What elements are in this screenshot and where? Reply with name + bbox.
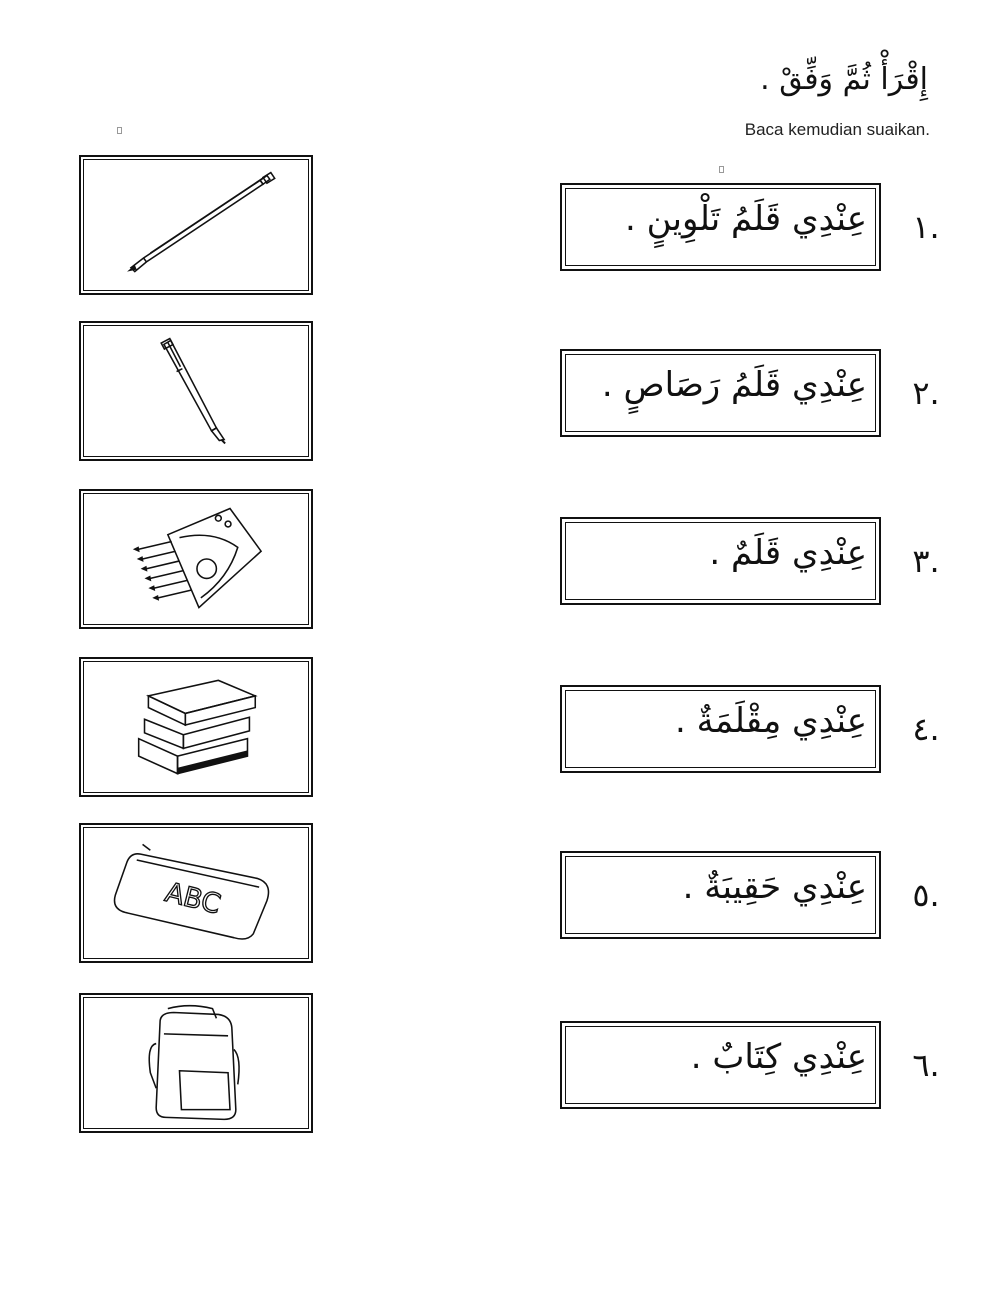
pen-icon <box>81 323 311 459</box>
backpack-icon <box>81 995 311 1131</box>
sentence-text-5: عِنْدِي حَقِيبَةٌ . <box>682 867 867 907</box>
sentence-text-6: عِنْدِي كِتَابٌ . <box>690 1037 867 1077</box>
sentence-box-5[interactable] <box>560 851 881 939</box>
sentence-text-4: عِنْدِي مِقْلَمَةٌ . <box>675 701 867 741</box>
item-number-4: .٤ <box>912 710 940 748</box>
item-number-1: .١ <box>912 208 940 246</box>
picture-box-1[interactable] <box>79 155 313 295</box>
pencil-case-icon <box>81 825 311 961</box>
picture-box-3[interactable] <box>79 489 313 629</box>
item-number-6: .٦ <box>912 1046 940 1084</box>
item-number-3: .٣ <box>912 542 940 580</box>
sentence-box-3[interactable] <box>560 517 881 605</box>
picture-box-5[interactable] <box>79 823 313 963</box>
sentence-box-1[interactable] <box>560 183 881 271</box>
instruction-arabic: إِقْرَأْ ثُمَّ وَفِّقْ . <box>760 62 928 97</box>
picture-box-2[interactable] <box>79 321 313 461</box>
speck-mark <box>117 127 122 134</box>
sentence-text-3: عِنْدِي قَلَمٌ . <box>709 533 867 573</box>
books-stack-icon <box>81 659 311 795</box>
speck-mark <box>719 166 724 173</box>
item-number-5: .٥ <box>912 876 940 914</box>
sentence-box-2[interactable] <box>560 349 881 437</box>
sentence-box-4[interactable] <box>560 685 881 773</box>
sentence-text-2: عِنْدِي قَلَمُ رَصَاصٍ . <box>601 365 867 405</box>
sentence-box-6[interactable] <box>560 1021 881 1109</box>
picture-box-4[interactable] <box>79 657 313 797</box>
svg-text:ABC: ABC <box>162 877 224 921</box>
pencil-icon <box>81 157 311 293</box>
picture-box-6[interactable] <box>79 993 313 1133</box>
sentence-text-1: عِنْدِي قَلَمُ تَلْوِينٍ . <box>624 199 867 239</box>
crayons-box-icon <box>81 491 311 627</box>
item-number-2: .٢ <box>912 374 940 412</box>
instruction-malay: Baca kemudian suaikan. <box>744 120 930 139</box>
